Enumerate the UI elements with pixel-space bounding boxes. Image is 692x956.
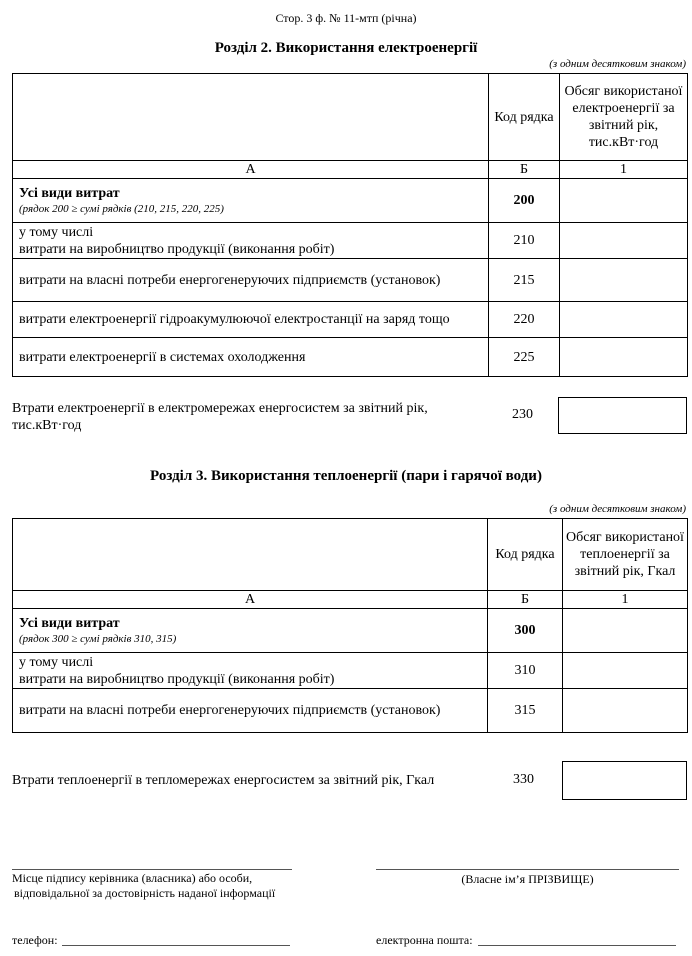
section2-loss-label: Втрати електроенергії в електромережах енергосистем за звітний рік, тис.кВт·год <box>12 401 428 433</box>
col-label-1: 1 <box>563 591 688 609</box>
value-cell[interactable] <box>563 653 688 689</box>
email-input-line[interactable] <box>478 945 676 946</box>
name-line[interactable] <box>376 869 679 870</box>
row-code: 220 <box>489 302 560 338</box>
value-cell[interactable] <box>560 338 688 377</box>
email-label: електронна пошта: <box>376 933 473 947</box>
section2-precision-note: (з одним десятковим знаком) <box>549 58 686 70</box>
table-row <box>13 223 688 259</box>
col-label-a: А <box>13 161 489 179</box>
section3-title: Розділ 3. Використання теплоенергії (пари і гарячої води) <box>150 468 542 484</box>
row-label: витрати електроенергії в системах охолодження <box>19 349 306 365</box>
row-label: Усі види витрат <box>19 616 120 631</box>
header-code: Код рядка <box>489 74 560 161</box>
section3-precision-note: (з одним десятковим знаком) <box>549 503 686 515</box>
row-label: Усі види витрат <box>19 186 120 201</box>
signature-line[interactable] <box>12 869 292 870</box>
table-header-row <box>13 74 688 161</box>
row-code: 310 <box>488 653 563 689</box>
row-prefix: у тому числі <box>19 654 94 670</box>
value-cell[interactable] <box>563 609 688 653</box>
page-header: Стор. 3 ф. № 11-мтп (річна) <box>275 11 417 25</box>
section3-table <box>12 518 688 733</box>
header-code: Код рядка <box>488 519 563 591</box>
section3-loss-input[interactable] <box>562 761 687 800</box>
section2-table <box>12 73 688 377</box>
column-label-row <box>13 591 688 609</box>
value-cell[interactable] <box>560 223 688 259</box>
table-row <box>13 653 688 689</box>
value-cell[interactable] <box>560 259 688 302</box>
row-label: витрати на виробництво продукції (виконання робіт) <box>19 671 335 687</box>
row-code: 315 <box>488 689 563 733</box>
row-sublabel: (рядок 200 ≥ сумі рядків (210, 215, 220, 225) <box>19 203 224 215</box>
name-caption: (Власне ім’я ПРІЗВИЩЕ) <box>461 872 594 886</box>
section2-title: Розділ 2. Використання електроенергії <box>214 40 478 56</box>
phone-input-line[interactable] <box>62 945 290 946</box>
row-label: витрати на власні потреби енергогенеруючих підприємств (установок) <box>19 703 441 718</box>
header-empty <box>13 519 488 591</box>
table-row <box>13 302 688 338</box>
row-code: 200 <box>489 179 560 223</box>
table-row <box>13 609 688 653</box>
value-cell[interactable] <box>560 302 688 338</box>
table-header-row <box>13 519 688 591</box>
signature-caption-2: відповідальної за достовірність наданої інформації <box>14 886 276 900</box>
table-row <box>13 179 688 223</box>
row-code: 300 <box>488 609 563 653</box>
section2-loss-code: 230 <box>512 407 533 422</box>
section3-loss-code: 330 <box>513 772 534 787</box>
row-label: витрати електроенергії гідроакумулюючої електростанції на заряд тощо <box>19 312 450 327</box>
row-label: витрати на власні потреби енергогенеруючих підприємств (установок) <box>19 272 441 288</box>
section3-loss-label: Втрати теплоенергії в тепломережах енергосистем за звітний рік, Гкал <box>12 773 435 788</box>
header-empty <box>13 74 489 161</box>
phone-label: телефон: <box>12 933 58 947</box>
row-code: 210 <box>489 223 560 259</box>
col-label-b: Б <box>489 161 560 179</box>
signature-caption-1: Місце підпису керівника (власника) або особи, <box>12 871 253 885</box>
section2-loss-input[interactable] <box>558 397 687 434</box>
col-label-a: А <box>13 591 488 609</box>
col-label-b: Б <box>488 591 563 609</box>
table-row <box>13 259 688 302</box>
col-label-1: 1 <box>560 161 688 179</box>
header-volume: Обсяг використаної електроенергії за звітний рік, тис.кВт·год <box>560 74 688 161</box>
row-label: витрати на виробництво продукції (виконання робіт) <box>19 241 335 257</box>
row-code: 225 <box>489 338 560 377</box>
table-row <box>13 689 688 733</box>
value-cell[interactable] <box>560 179 688 223</box>
row-prefix: у тому числі <box>19 224 94 240</box>
row-sublabel: (рядок 300 ≥ сумі рядків 310, 315) <box>19 633 177 645</box>
header-volume: Обсяг використаної теплоенергії за звітний рік, Гкал <box>563 519 688 591</box>
column-label-row <box>13 161 688 179</box>
table-row <box>13 338 688 377</box>
value-cell[interactable] <box>563 689 688 733</box>
row-code: 215 <box>489 259 560 302</box>
